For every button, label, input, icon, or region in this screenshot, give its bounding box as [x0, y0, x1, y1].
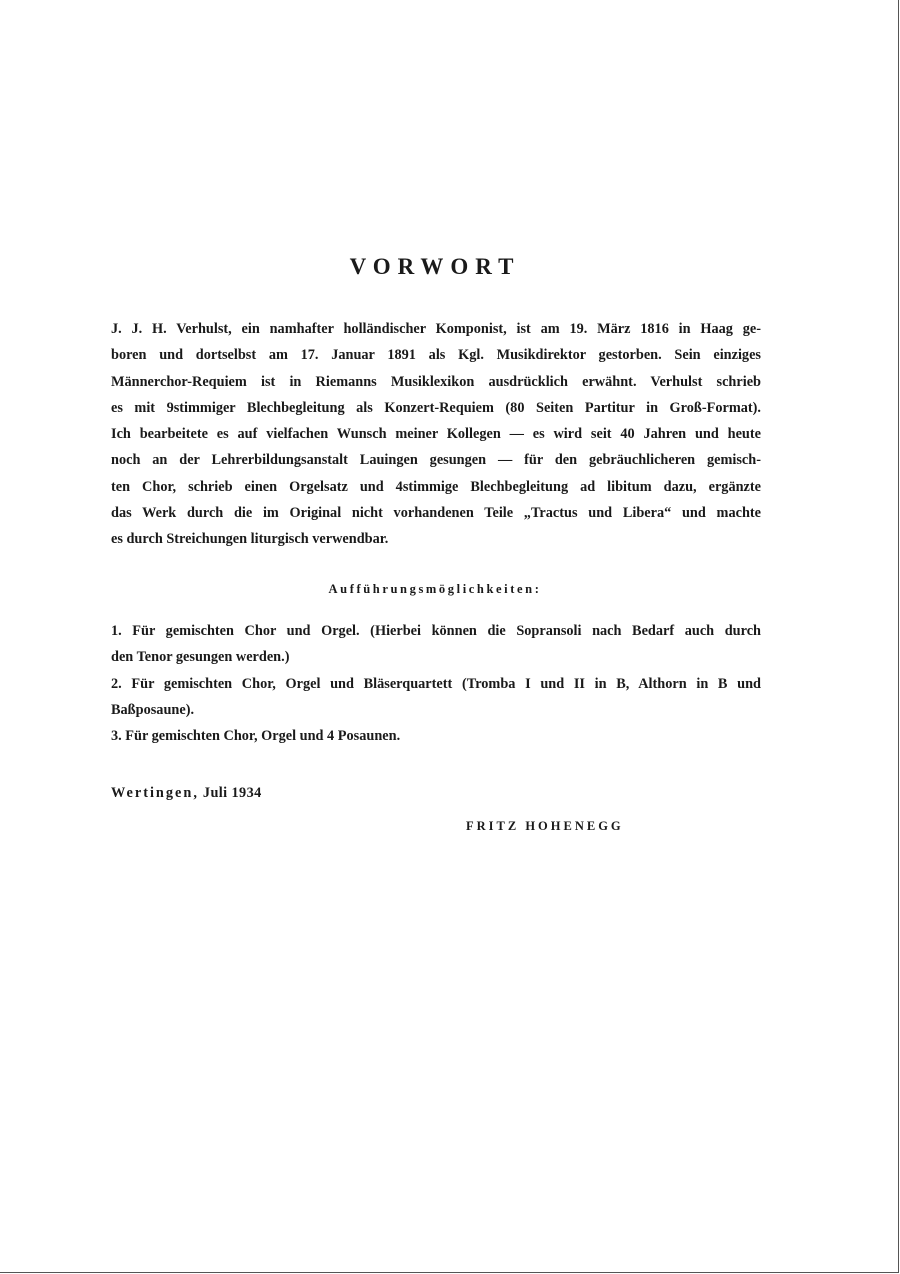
- intro-line: boren und dortselbst am 17. Januar 1891 als Kgl. Musikdirektor gestorben. Sein einziges: [111, 347, 761, 364]
- performance-options-heading: Aufführungsmöglichkeiten:: [328, 582, 542, 596]
- intro-line: ten Chor, schrieb einen Orgelsatz und 4stimmige Blechbegleitung ad libitum dazu, ergänzte: [111, 478, 761, 495]
- option-line: 2. Für gemischten Chor, Orgel und Bläserquartett (Tromba I und II in B, Althorn in B und: [111, 675, 761, 692]
- place: Wertingen,: [111, 785, 199, 801]
- intro-paragraph: [111, 316, 761, 553]
- option-line: Baßposaune).: [111, 701, 195, 718]
- option-line: 3. Für gemischten Chor, Orgel und 4 Posaunen.: [111, 728, 401, 745]
- option-line: den Tenor gesungen werden.): [111, 649, 290, 666]
- intro-line: J. J. H. Verhulst, ein namhafter holländischer Komponist, ist am 19. März 1816 in Haag ge-: [111, 321, 761, 337]
- date: Juli 1934: [202, 785, 262, 801]
- intro-line: es mit 9stimmiger Blechbegleitung als Konzert-Requiem (80 Seiten Partitur in Groß-Format).: [111, 399, 761, 416]
- performance-options-list: [111, 618, 761, 749]
- option-line: 1. Für gemischten Chor und Orgel. (Hierbei können die Sopransoli nach Bedarf auch durch: [111, 623, 761, 639]
- intro-line: Ich bearbeitete es auf vielfachen Wunsch meiner Kollegen — es wird seit 40 Jahren und heute: [111, 426, 761, 443]
- intro-line: noch an der Lehrerbildungsanstalt Lauingen gesungen — für den gebräuchlicheren gemisch-: [111, 452, 761, 469]
- intro-line: Männerchor-Requiem ist in Riemanns Musiklexikon ausdrücklich erwähnt. Verhulst schrieb: [111, 373, 761, 390]
- place-date: [111, 785, 262, 802]
- intro-line: das Werk durch die im Original nicht vorhandenen Teile „Tractus und Libera“ und machte: [111, 505, 761, 522]
- author-signature: FRITZ HOHENEGG: [466, 819, 624, 833]
- intro-line: es durch Streichungen liturgisch verwendbar.: [111, 531, 389, 548]
- page-title: VORWORT: [349, 254, 521, 279]
